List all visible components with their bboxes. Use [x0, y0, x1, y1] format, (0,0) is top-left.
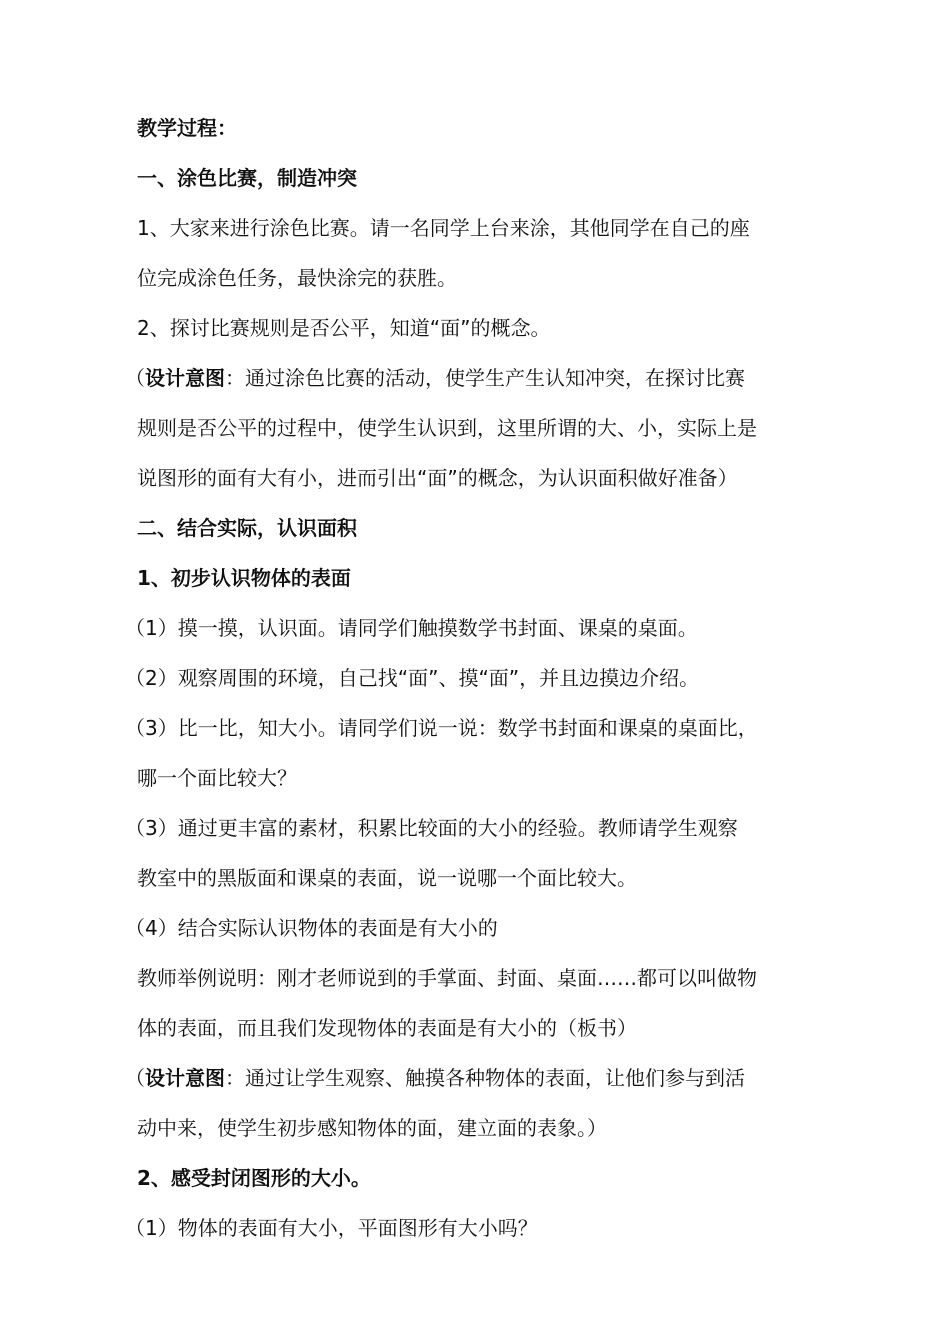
item-3b-line-1: （3）通过更丰富的素材，积累比较面的大小的经验。教师请学生观察: [125, 816, 738, 840]
design-intent-2-open-paren: （: [125, 1066, 145, 1090]
process-heading: 教学过程：: [137, 116, 237, 140]
design-intent-2-line-2: 动中来，使学生初步感知物体的面，建立面的表象。）: [137, 1116, 607, 1140]
teacher-example-line-2: 体的表面，而且我们发现物体的表面是有大小的（板书）: [137, 1016, 637, 1040]
item-1: （1）摸一摸，认识面。请同学们触摸数学书封面、课桌的桌面。: [125, 616, 698, 640]
section-1-paragraph-1-line-1: 1、大家来进行涂色比赛。请一名同学上台来涂，其他同学在自己的座: [137, 216, 750, 240]
design-intent-2-line-1: [125, 1053, 857, 1103]
item-4: （4）结合实际认识物体的表面是有大小的: [125, 916, 498, 940]
section-1-paragraph-2: 2、探讨比赛规则是否公平，知道“面”的概念。: [137, 316, 551, 340]
item-3-line-1: （3）比一比，知大小。请同学们说一说：数学书封面和课桌的桌面比，: [125, 716, 758, 740]
section-2-title: 二、结合实际，认识面积: [137, 516, 357, 540]
design-intent-1-line-3: 说图形的面有大有小，进而引出“面”的概念，为认识面积做好准备）: [137, 466, 738, 490]
item-3-line-2: 哪一个面比较大？: [137, 766, 297, 790]
section-1-title: 一、涂色比赛，制造冲突: [137, 166, 357, 190]
design-intent-1-line-1: [125, 353, 857, 403]
subsection-2-title: 2、感受封闭图形的大小。: [137, 1166, 371, 1190]
design-intent-1-line-2: 规则是否公平的过程中，使学生认识到，这里所谓的大、小，实际上是: [137, 416, 757, 440]
design-intent-1-label: 设计意图: [145, 366, 225, 390]
teacher-example-line-1: 教师举例说明：刚才老师说到的手掌面、封面、桌面……都可以叫做物: [137, 966, 757, 990]
design-intent-1-text: ：通过涂色比赛的活动，使学生产生认知冲突，在探讨比赛: [225, 366, 745, 390]
section-1-paragraph-1-line-2: 位完成涂色任务，最快涂完的获胜。: [137, 266, 457, 290]
subsection-2-item-1: （1）物体的表面有大小，平面图形有大小吗？: [125, 1216, 538, 1240]
item-2: （2）观察周围的环境，自己找“面”、摸“面”，并且边摸边介绍。: [125, 666, 700, 690]
design-intent-1-open-paren: （: [125, 366, 145, 390]
design-intent-2-label: 设计意图: [145, 1066, 225, 1090]
design-intent-2-text: ：通过让学生观察、触摸各种物体的表面，让他们参与到活: [225, 1066, 745, 1090]
item-3b-line-2: 教室中的黑版面和课桌的表面，说一说哪一个面比较大。: [137, 866, 637, 890]
document-body: [125, 103, 857, 1253]
subsection-1-title: 1、初步认识物体的表面: [137, 566, 351, 590]
